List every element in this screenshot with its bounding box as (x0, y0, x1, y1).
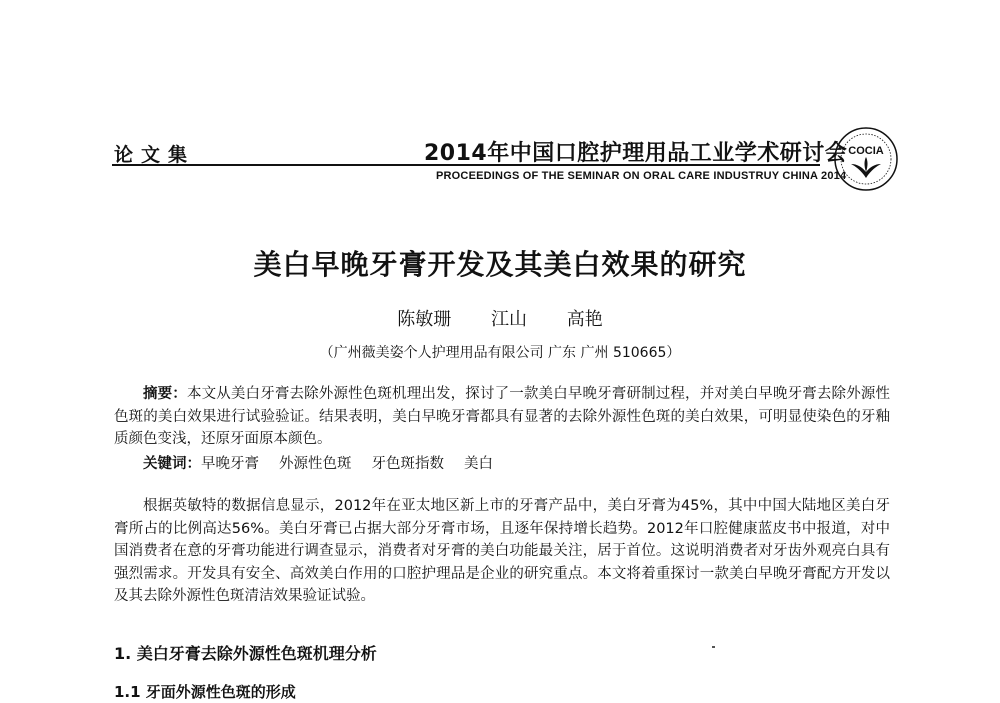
author-name: 高艳 (566, 309, 603, 330)
running-header-label: 论文集 (114, 144, 196, 166)
conference-subtitle: PROCEEDINGS OF THE SEMINAR ON ORAL CARE INDUSTRUY CHINA 2014 (436, 170, 847, 182)
abstract-label: 摘要： (143, 386, 187, 402)
logo-text: COCIA (848, 145, 884, 157)
author-list (0, 305, 1000, 331)
author-name: 江山 (491, 309, 527, 330)
abstract (114, 383, 890, 451)
keywords (143, 453, 883, 476)
keyword: 美白 (464, 456, 493, 472)
scan-speck (712, 646, 715, 648)
keywords-label: 关键词： (143, 456, 201, 472)
conference-title: 2014年中国口腔护理用品工业学术研讨会 (424, 141, 848, 166)
author-affiliation: （广州薇美姿个人护理用品有限公司 广东 广州 510665） (319, 345, 681, 361)
keyword: 牙色斑指数 (371, 456, 444, 472)
header-rule (112, 164, 820, 166)
author-name: 陈敏珊 (397, 309, 452, 330)
paper-title: 美白早晚牙膏开发及其美白效果的研究 (253, 248, 747, 281)
keyword: 早晚牙膏 (201, 456, 259, 472)
abstract-text: 本文从美白牙膏去除外源性色斑机理出发，探讨了一款美白早晚牙膏研制过程，并对美白早晚牙膏去除外源性色斑的美白效果进行试验验证。结果表明，美白早晚牙膏都具有显著的去除外源性色斑的美白效果，可明显使染色的牙釉质颜色变浅，还原牙面原本颜色。 (114, 386, 890, 447)
keyword: 外源性色斑 (279, 456, 352, 472)
intro-paragraph: 根据英敏特的数据信息显示，2012年在亚太地区新上市的牙膏产品中，美白牙膏为45%，其中中国大陆地区美白牙膏所占的比例高达56%。美白牙膏已占据大部分牙膏市场，且逐年保持增长趋势。2012年口腔健康蓝皮书中报道，对中国消费者在意的牙膏功能进行调查显示，消费者对牙膏的美白功能最关注，居于首位。这说明消费者对牙齿外观亮白具有强烈需求。开发具有安全、高效美白作用的口腔护理品是企业的研究重点。本文将着重探讨一款美白早晚牙膏配方开发以及其去除外源性色斑清洁效果验证试验。 (114, 498, 890, 604)
conference-logo (833, 126, 899, 192)
section-heading: 1. 美白牙膏去除外源性色斑机理分析 (114, 644, 377, 663)
subsection-heading: 1.1 牙面外源性色斑的形成 (114, 683, 296, 701)
